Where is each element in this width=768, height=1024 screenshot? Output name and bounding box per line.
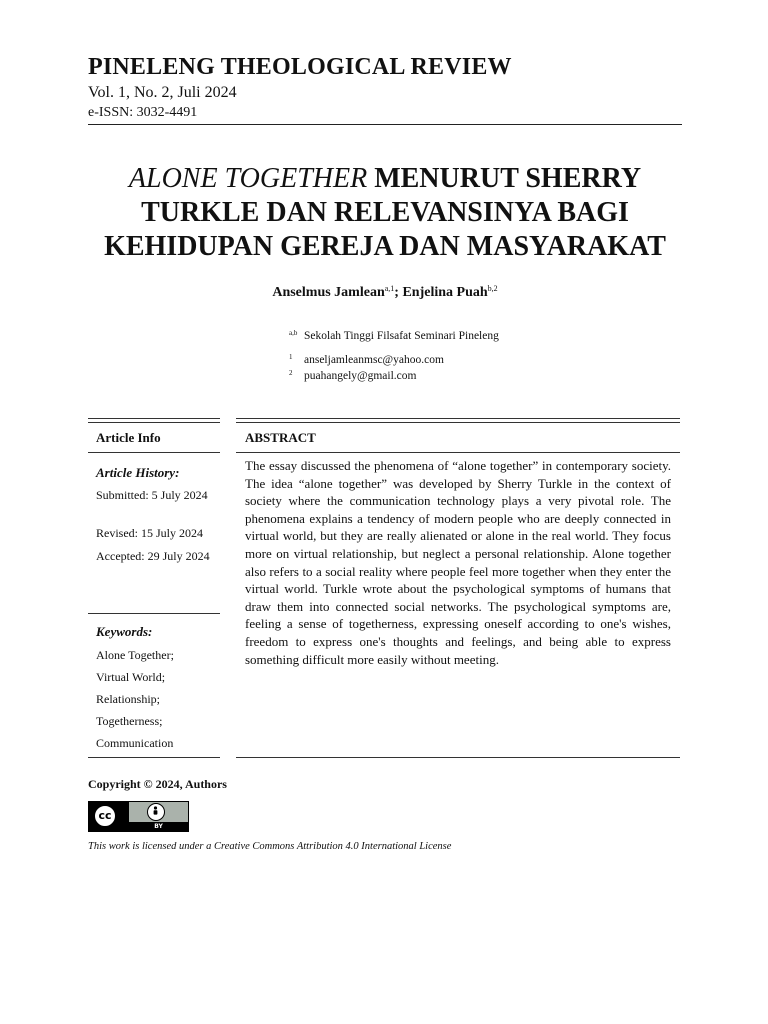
affiliation-marker: a,b (289, 329, 298, 337)
abstract-body: The essay discussed the phenomena of “alone together” in contemporary society. The idea “alone together” was developed by Sherry Turkle in the context of society where the communication technology plays a very pivotal role. The phenomena explains a tendency of modern people who are deeply connected in virtual world, but they are really alienated or alone in the real world. They focus more on virtual relationship, but neglect a personal relationship. Alone together also refers to a social reality where people feel more together when they enter the virtual world. Turkle wrote about the psychological symptoms of humans that draw them into connected social networks. The psychological symptoms are, feeling a sense of togetherness, expressing oneself according to one's wishes, freedom to express one's thoughts and feelings, and being able to express something difficult more easily without meeting. (245, 458, 671, 667)
article-title-line-2: TURKLE DAN RELEVANSINYA BAGI (141, 197, 629, 228)
email-link[interactable]: anseljamleanmsc@yahoo.com (304, 354, 444, 366)
author-list (88, 284, 682, 301)
author-marker: a,1 (384, 284, 395, 293)
keyword-item: Relationship; (96, 692, 160, 706)
author-name: Enjelina Puah (402, 285, 488, 300)
email-marker: 2 (289, 369, 293, 377)
abstract-bottom-divider (236, 757, 680, 758)
keyword-item: Alone Together; (96, 648, 174, 662)
author-name: Anselmus Jamlean (272, 285, 385, 300)
abstract-top-divider (236, 418, 680, 423)
affiliation-text: Sekolah Tinggi Filsafat Seminari Pineleng (304, 330, 499, 342)
keyword-item: Communication (96, 736, 174, 750)
creative-commons-by-icon[interactable] (88, 801, 189, 832)
journal-volume: Vol. 1, No. 2, Juli 2024 (88, 84, 237, 101)
author-marker: b,2 (487, 284, 498, 293)
email-link[interactable]: puahangely@gmail.com (304, 370, 417, 382)
keywords-divider (88, 613, 220, 614)
keyword-item: Virtual World; (96, 670, 166, 684)
accepted-date: Accepted: 29 July 2024 (96, 549, 210, 563)
abstract-divider (236, 452, 680, 453)
header-divider (88, 124, 682, 125)
copyright-notice: Copyright © 2024, Authors (88, 777, 227, 791)
revised-date: Revised: 15 July 2024 (96, 526, 203, 540)
article-title-italic: ALONE TOGETHER (128, 163, 368, 194)
article-title-line-3: KEHIDUPAN GEREJA DAN MASYARAKAT (104, 231, 666, 262)
attribution-person-icon (147, 803, 165, 821)
affiliation-email (289, 369, 416, 382)
journal-title: PINELENG THEOLOGICAL REVIEW (88, 54, 512, 80)
affiliation-email (289, 353, 444, 366)
keyword-list (96, 648, 174, 758)
journal-issn: e-ISSN: 3032-4491 (88, 105, 198, 120)
submitted-date: Submitted: 5 July 2024 (96, 488, 208, 502)
license-link[interactable]: Creative Commons Attribution 4.0 International License (214, 841, 452, 852)
license-prefix: This work is licensed under a (88, 841, 214, 852)
author-separator: ; (394, 285, 403, 300)
article-title (88, 162, 682, 264)
cc-logo-icon: cc (93, 804, 117, 828)
info-bottom-divider (88, 757, 220, 758)
article-info-heading: Article Info (96, 430, 161, 445)
article-title-line-1: MENURUT SHERRY (367, 163, 642, 194)
cc-by-label: BY (154, 823, 163, 830)
info-top-divider (88, 418, 220, 423)
email-marker: 1 (289, 353, 293, 361)
info-divider (88, 452, 220, 453)
affiliation-institution (289, 329, 499, 342)
keyword-item: Togetherness; (96, 714, 163, 728)
keywords-heading: Keywords: (96, 624, 153, 639)
article-history-heading: Article History: (96, 465, 180, 480)
license-note (88, 841, 451, 852)
abstract-heading: ABSTRACT (245, 430, 316, 445)
